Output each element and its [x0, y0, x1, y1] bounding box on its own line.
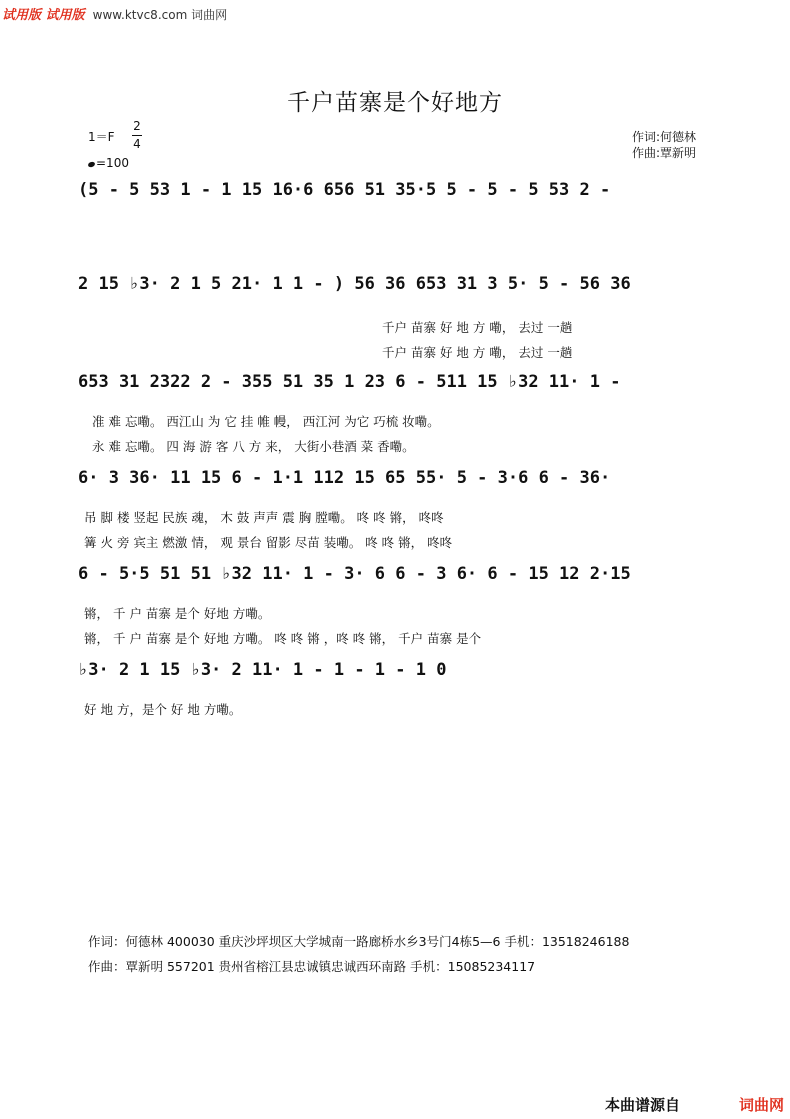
time-signature [132, 118, 142, 153]
song-title: 千户苗寨是个好地方 [287, 90, 503, 116]
site-watermark-text: www.ktvc8.com 词曲网 [92, 8, 228, 22]
lyric-line-3-verse-2: 永 难 忘嘞。 四 海 游 客 八 方 来， 大街小巷酒 菜 香嘞。 [92, 439, 415, 454]
time-signature-divider [132, 135, 142, 136]
time-signature-bottom: 4 [133, 137, 141, 151]
trial-watermark-text: 试用版 试用版 [2, 8, 85, 23]
tempo-value: =100 [96, 156, 129, 170]
notation-line-3: 653 31 2322 2 - 355 51 35 1 23 6 - 511 15 ♭32 11· 1 - [78, 372, 621, 392]
lyricist-credit: 作词:何德林 [632, 130, 697, 144]
lyric-line-6-verse-1: 好 地 方，是个 好 地 方嘞。 [84, 702, 242, 717]
lyricist-contact: 作词：何德林 400030 重庆沙坪坝区大学城南一路廊桥水乡3号门4栋5—6 手机：13518246188 [88, 934, 630, 949]
lyric-line-4-verse-2: 篝 火 旁 宾主 燃激 情， 观 景台 留影 尽苗 装嘞。 咚 咚 锵， 咚咚 [84, 535, 453, 550]
notation-line-2: 2 15 ♭3· 2 1 5 21· 1 1 - ) 56 36 653 31 3 5· 5 - 56 36 [78, 274, 631, 294]
lyric-line-5-verse-2: 锵， 千 户 苗寨 是个 好地 方嘞。 咚 咚 锵 ，咚 咚 锵， 千户 苗寨 是个 [84, 631, 482, 646]
lyric-line-4-verse-1: 吊 脚 楼 竖起 民族 魂， 木 鼓 声声 震 胸 膛嘞。 咚 咚 锵， 咚咚 [84, 510, 444, 525]
lyric-line-2-verse-1: 千户 苗寨 好 地 方 嘞， 去过 一趟 [382, 320, 573, 335]
key-signature: 1＝F [88, 130, 115, 144]
time-signature-top: 2 [133, 119, 141, 133]
watermark [2, 4, 227, 23]
notation-line-6: ♭3· 2 1 15 ♭3· 2 11· 1 - 1 - 1 - 1 0 [78, 660, 447, 680]
source-label: 本曲谱源自 [604, 1096, 680, 1114]
notation-line-4: 6· 3 36· 11 15 6 - 1·1 112 15 65 55· 5 - 3·6 6 - 36· [78, 468, 611, 488]
composer-credit: 作曲:覃新明 [632, 146, 697, 160]
notation-line-1: (5 - 5 53 1 - 1 15 16·6 656 51 35·5 5 - 5 - 5 53 2 - [78, 180, 611, 200]
composer-contact: 作曲：覃新明 557201 贵州省榕江县忠诚镇忠诚西环南路 手机：15085234117 [88, 959, 536, 974]
notation-line-5: 6 - 5·5 51 51 ♭32 11· 1 - 3· 6 6 - 3 6· 6 - 15 12 2·15 [78, 564, 631, 584]
lyric-line-3-verse-1: 准 难 忘嘞。 西江山 为 它 挂 帷 幔， 西江河 为它 巧梳 妆嘞。 [92, 414, 440, 429]
quarter-note-icon [87, 161, 95, 168]
site-logo-text[interactable]: 词曲网 [738, 1096, 784, 1114]
lyric-line-2-verse-2: 千户 苗寨 好 地 方 嘞， 去过 一趟 [382, 345, 573, 360]
lyric-line-5-verse-1: 锵， 千 户 苗寨 是个 好地 方嘞。 [84, 606, 271, 621]
tempo-marking [88, 156, 129, 170]
